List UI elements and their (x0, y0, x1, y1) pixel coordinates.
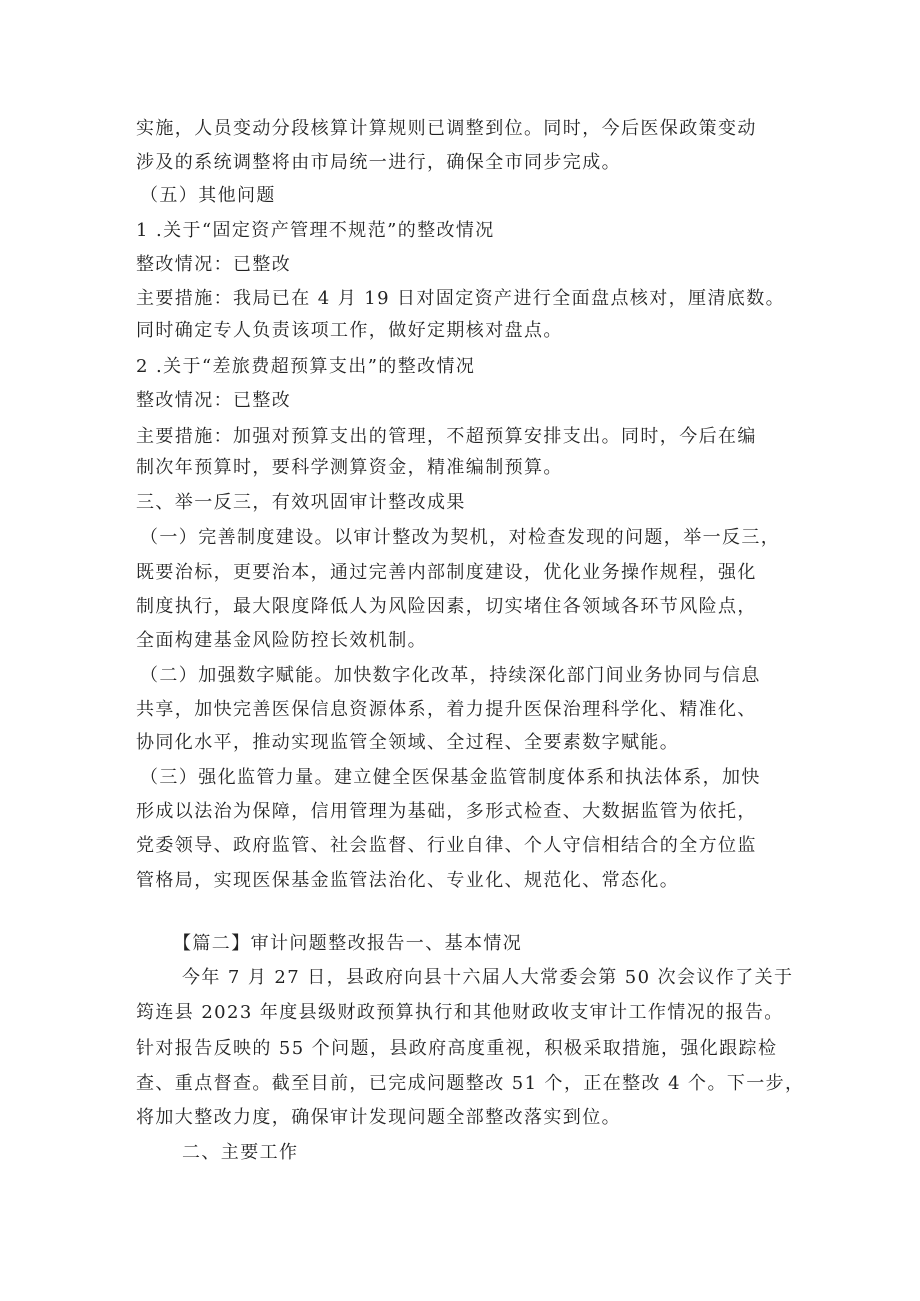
text-line: 涉及的系统调整将由市局统一进行，确保全市同步完成。 (136, 152, 621, 173)
text-line: 主要措施：加强对预算支出的管理，不超预算安排支出。同时，今后在编 (136, 426, 757, 447)
text-line: （一）完善制度建设。以审计整改为契机，对检查发现的问题，举一反三， (140, 527, 781, 548)
text-line: 查、重点督查。截至目前，已完成问题整改 51 个，正在整改 4 个。下一步， (136, 1073, 805, 1094)
text-line: 【篇二】审计问题整改报告一、基本情况 (173, 933, 523, 954)
text-line: 1 .关于“固定资产管理不规范”的整改情况 (136, 220, 495, 241)
text-line: （三）强化监管力量。建立健全医保基金监管制度体系和执法体系，加快 (140, 767, 761, 788)
text-line: 制度执行，最大限度降低人为风险因素，切实堵住各领域各环节风险点， (136, 596, 757, 617)
text-line: 针对报告反映的 55 个问题，县政府高度重视，积极采取措施，强化跟踪检 (136, 1038, 778, 1059)
text-line: 共享，加快完善医保信息资源体系，着力提升医保治理科学化、精准化、 (136, 699, 757, 720)
text-line: 整改情况：已整改 (136, 254, 292, 275)
text-line: 今年 7 月 27 日，县政府向县十六届人大常委会第 50 次会议作了关于 (182, 967, 794, 988)
text-line: 实施，人员变动分段核算计算规则已调整到位。同时，今后医保政策变动 (136, 118, 757, 139)
text-line: 整改情况：已整改 (136, 390, 292, 411)
text-line: 同时确定专人负责该项工作，做好定期核对盘点。 (136, 320, 563, 341)
text-line: 党委领导、政府监管、社会监督、行业自律、个人守信相结合的全方位监 (136, 835, 757, 856)
text-line: （二）加强数字赋能。加快数字化改革，持续深化部门间业务协同与信息 (140, 665, 761, 686)
text-line: 三、举一反三，有效巩固审计整改成果 (136, 492, 466, 513)
text-line: 将加大整改力度，确保审计发现问题全部整改落实到位。 (136, 1107, 621, 1128)
text-line: 形成以法治为保障，信用管理为基础，多形式检查、大数据监管为依托， (136, 801, 757, 822)
text-line: 二、主要工作 (182, 1142, 299, 1163)
text-line: 协同化水平，推动实现监管全领域、全过程、全要素数字赋能。 (136, 732, 680, 753)
text-line: （五）其他问题 (140, 185, 276, 206)
text-line: 既要治标，更要治本，通过完善内部制度建设，优化业务操作规程，强化 (136, 562, 757, 583)
text-line: 全面构建基金风险防控长效机制。 (136, 630, 427, 651)
text-line: 管格局，实现医保基金监管法治化、专业化、规范化、常态化。 (136, 870, 680, 891)
text-line: 筠连县 2023 年度县级财政预算执行和其他财政收支审计工作情况的报告。 (136, 1002, 784, 1023)
text-line: 2 .关于“差旅费超预算支出”的整改情况 (136, 356, 476, 377)
text-line: 主要措施：我局已在 4 月 19 日对固定资产进行全面盘点核对，厘清底数。 (136, 288, 786, 309)
text-line: 制次年预算时，要科学测算资金，精准编制预算。 (136, 457, 563, 478)
